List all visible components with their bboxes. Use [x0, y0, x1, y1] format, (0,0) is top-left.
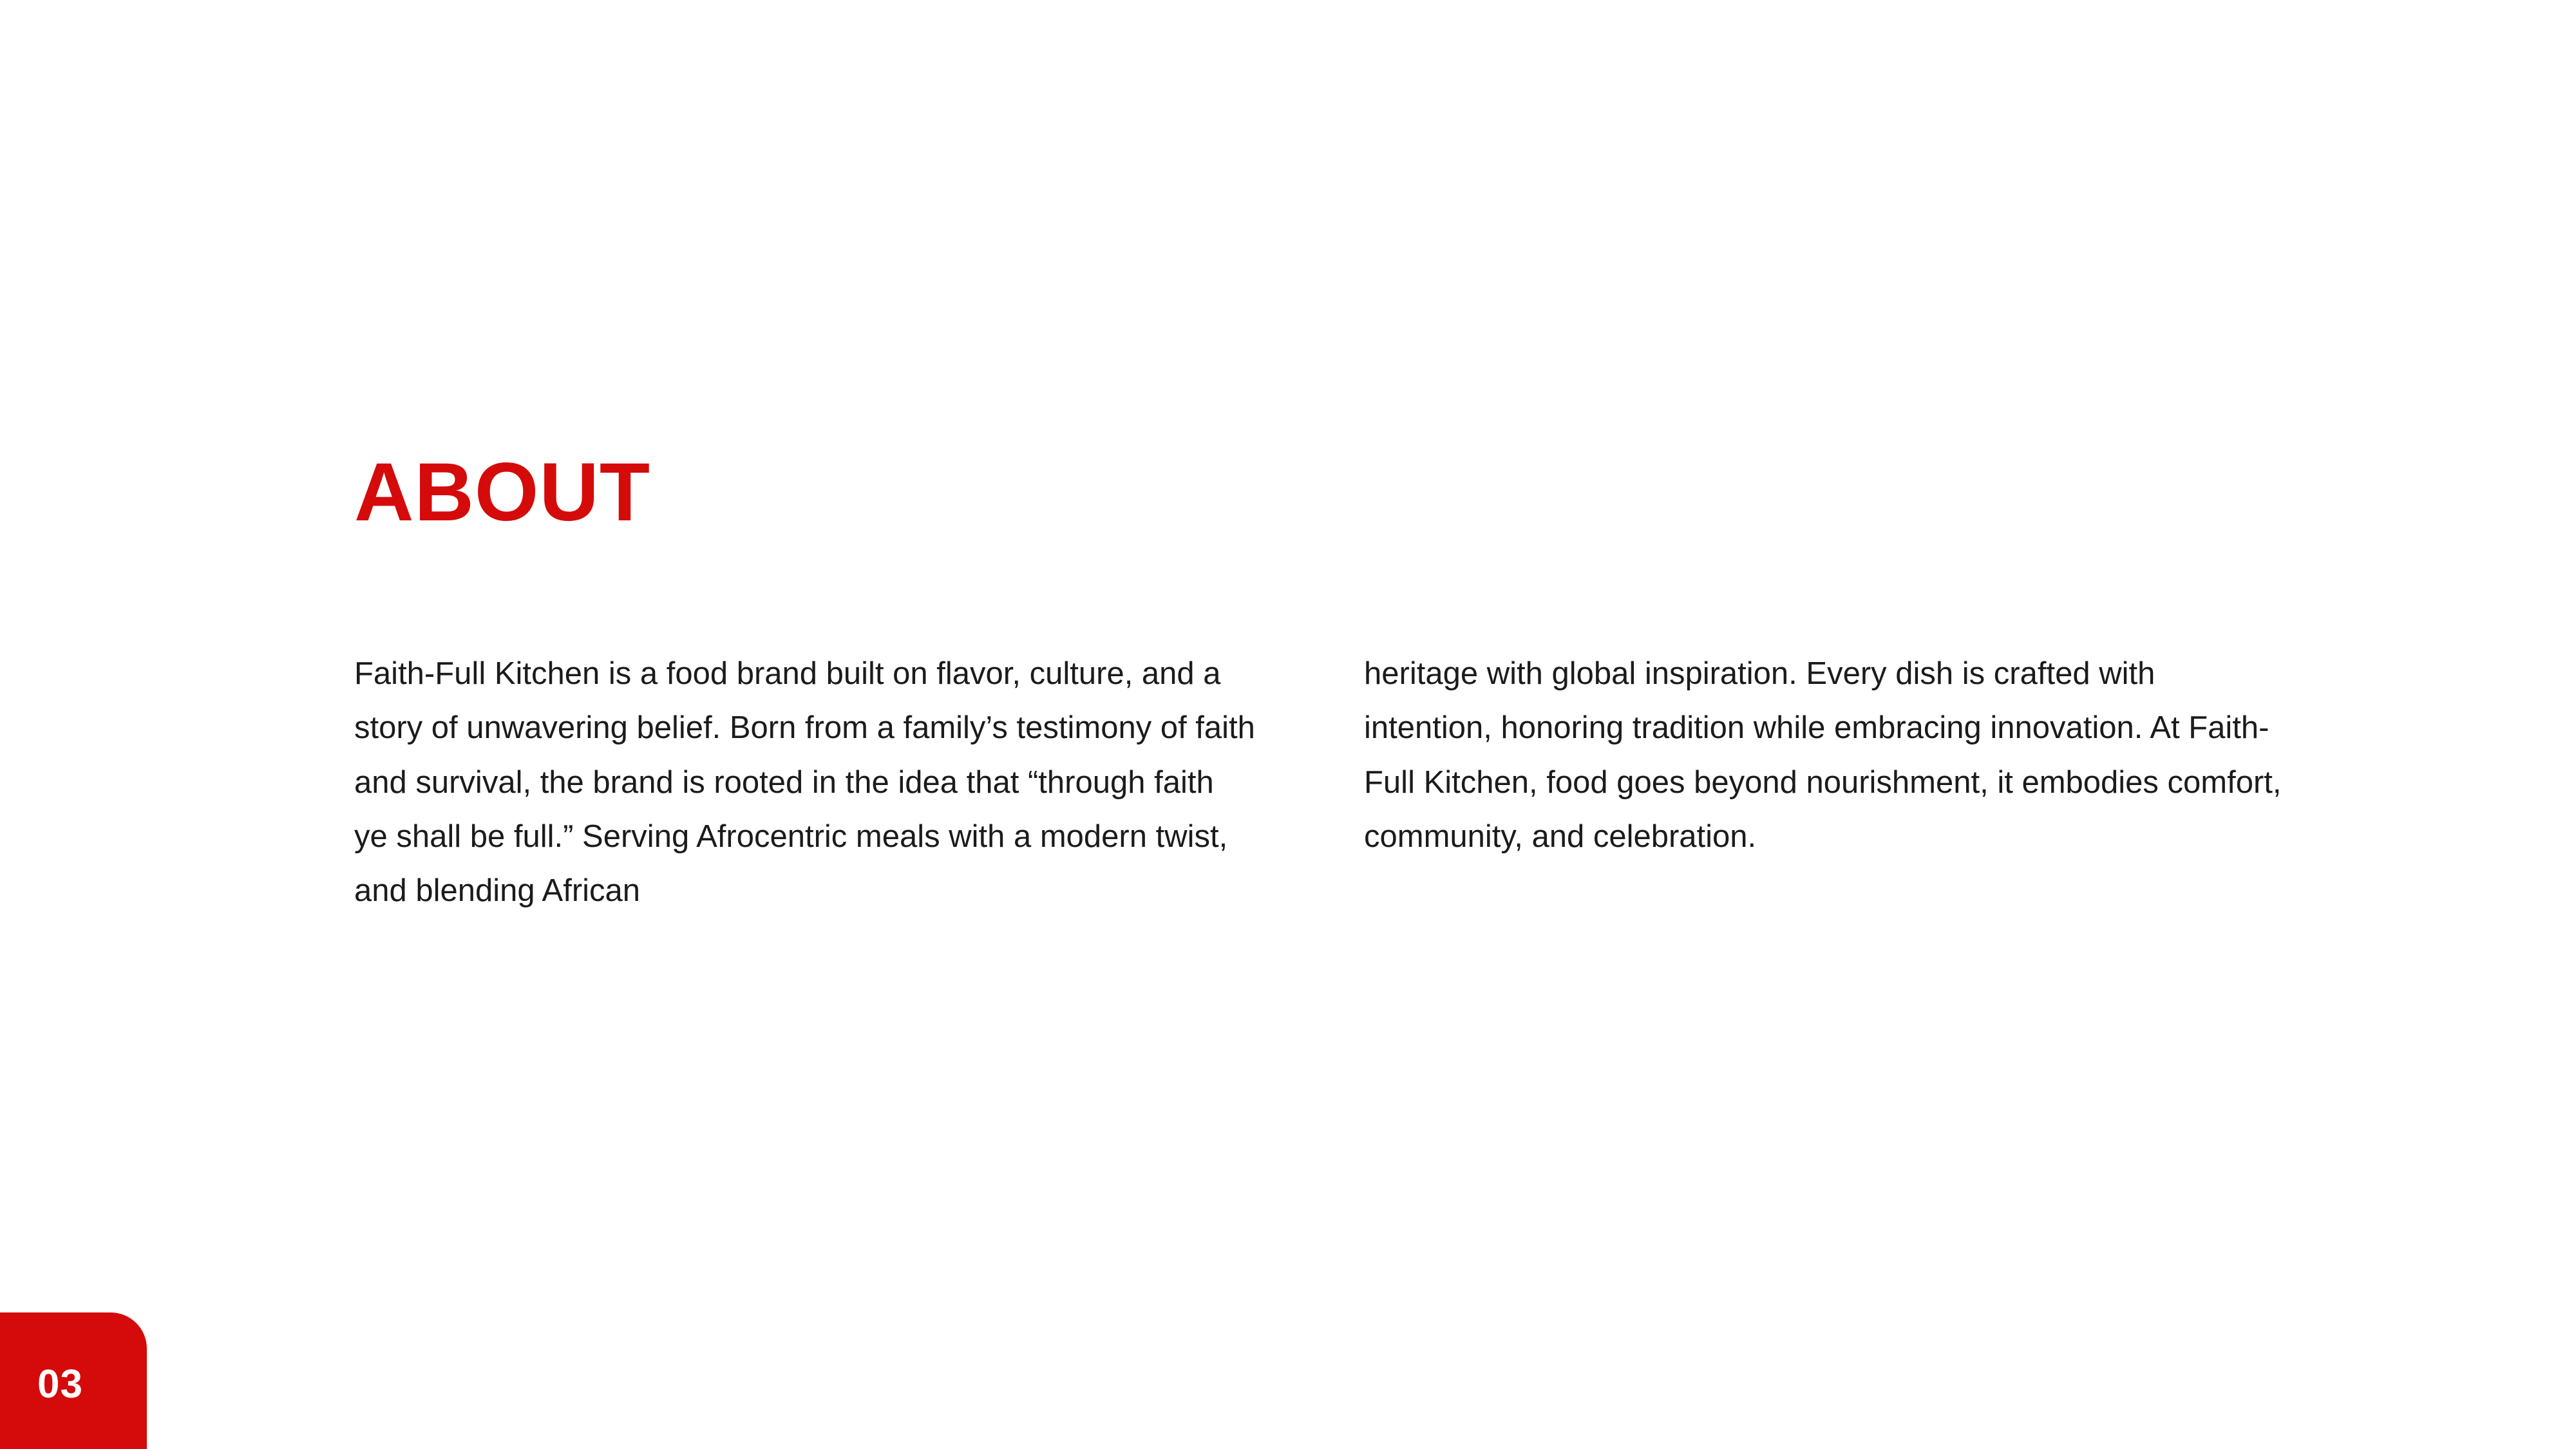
page-number: 03: [37, 1362, 83, 1406]
about-paragraph-left: Faith-Full Kitchen is a food brand built on flavor, culture, and a story of unwavering belief. Born from a family’s testimony of faith and survival, the brand is rooted in the idea that “through faith ye shall be full.” Serving Afrocentric meals with a modern twist, and blending African: [354, 656, 1255, 909]
page-title: ABOUT: [354, 446, 651, 538]
page-number-tab: [0, 1312, 147, 1449]
about-paragraph-right: heritage with global inspiration. Every dish is crafted with intention, honoring tradition while embracing innovation. At Faith-Full Kitchen, food goes beyond nourishment, it embodies comfort, community, and celebration.: [1364, 656, 2282, 854]
